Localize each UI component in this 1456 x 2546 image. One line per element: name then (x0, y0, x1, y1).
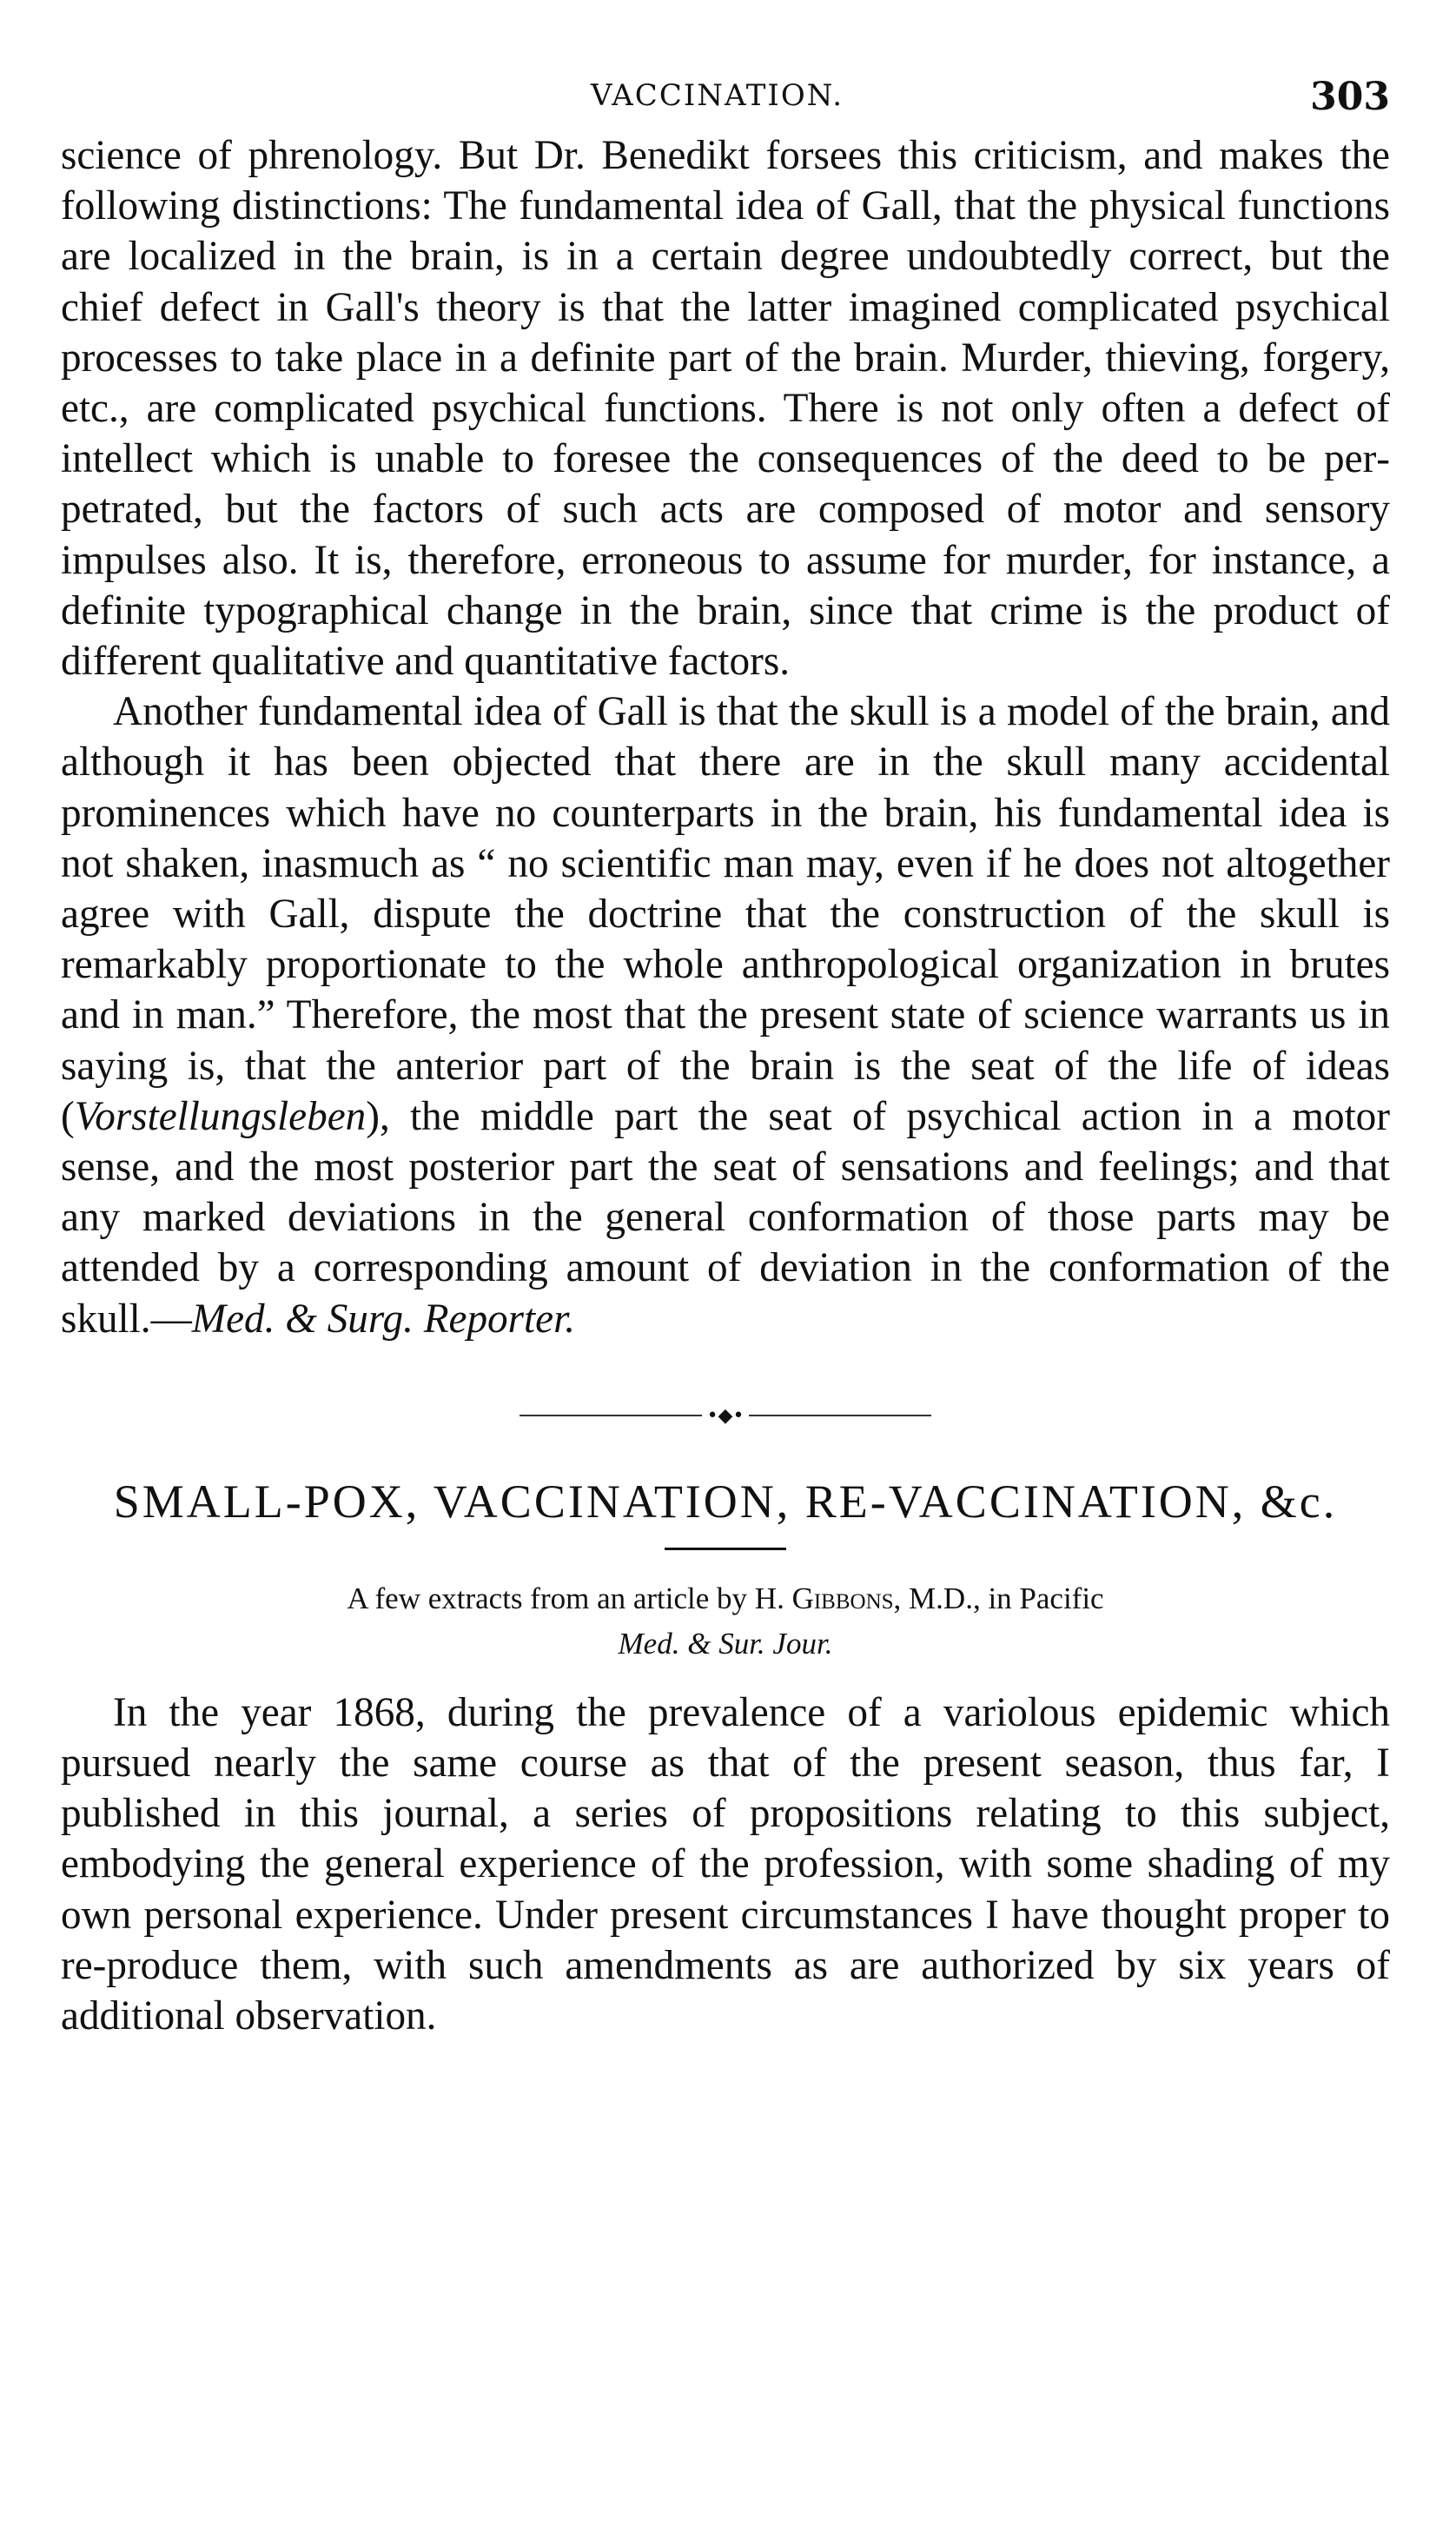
ornament-dots: •◆• (706, 1404, 745, 1427)
paragraph-phrenology-continued: science of phrenology. But Dr. Benedikt forsees this criticism, and makes the following distinctions: The fundamental idea of Gall, that the physical functions are localized in the brain, is in a certain degree undoubtedly correct, but the chief defect in Gall's theory is that the latter imagined complicated psychical processes to take place in a definite part of the brain. Murder, thieving, forgery, etc., are complicated psychical functions. There is not only often a defect of intellect which is unable to foresee the consequences of the deed to be perpetrated, but the factors of such acts are composed of motor and sensory impulses also. It is, therefore, erroneous to assume for murder, for instance, a definite typographical change in the brain, since that crime is the product of different qualitative and quantitative factors. (61, 133, 1390, 685)
running-title: VACCINATION. (591, 78, 844, 113)
byline-author: Gibbons (791, 1581, 894, 1615)
section-ornament (61, 1405, 1390, 1431)
page (61, 75, 1390, 2041)
byline-journal: Med. & Sur. Jour. (618, 1626, 833, 1661)
byline (61, 1576, 1390, 1667)
paragraph-gall-skull-text: Another fundamental idea of Gall is that the skull is a model of the brain, and although it has been objected that there are in the skull many accidental prominences which have no counterparts in the brain, his fundamental idea is not shaken, inasmuch as “ no scientific man may, even if he does not altogether agree with Gall, dispute the doctrine that the construction of the skull is remarkably proportionate to the whole anthropological organization in brutes and in man.” Therefore, the most that the present state of science warrants us in saying is, that the anterior part of the brain is the seat of the life of ideas ( (61, 689, 1390, 1139)
byline-prefix: A few extracts from an article by H. (347, 1581, 792, 1615)
paragraph-smallpox-intro: In the year 1868, during the prevalence of a variolous epidemic which pursued nearly the same course as that of the present season, thus far, I published in this journal, a series of propositions relating to this subject, embodying the general experience of the profession, with some shading of my own personal experience. Under present circumstances I have thought proper to re-produce them, with such amendments as are authorized by six years of additional observation. (61, 1689, 1390, 2039)
source-citation: Med. & Surg. Reporter. (191, 1296, 575, 1342)
ornament-rule-right (749, 1415, 931, 1416)
section-heading: SMALL-POX, VACCINATION, RE-VACCINATION, &c. (113, 1475, 1338, 1528)
ornament-rule-left (520, 1415, 702, 1416)
running-head (61, 75, 1390, 130)
byline-middle: , M.D., in Pacific (893, 1581, 1104, 1615)
italic-term: Vorstellungsleben (74, 1093, 367, 1139)
page-number: 303 (1310, 75, 1390, 119)
heading-rule (665, 1548, 786, 1550)
paragraph-gall-skull-text-end: ), the middle part the seat of psychical action in a motor sense, and the most posterior part the seat of sensations and feelings; and that any marked deviations in the general conformation of those parts may be attended by a corresponding amount of deviation in the conformation of the skull.— (61, 1093, 1390, 1342)
paragraph-gall-skull (61, 686, 1390, 1344)
